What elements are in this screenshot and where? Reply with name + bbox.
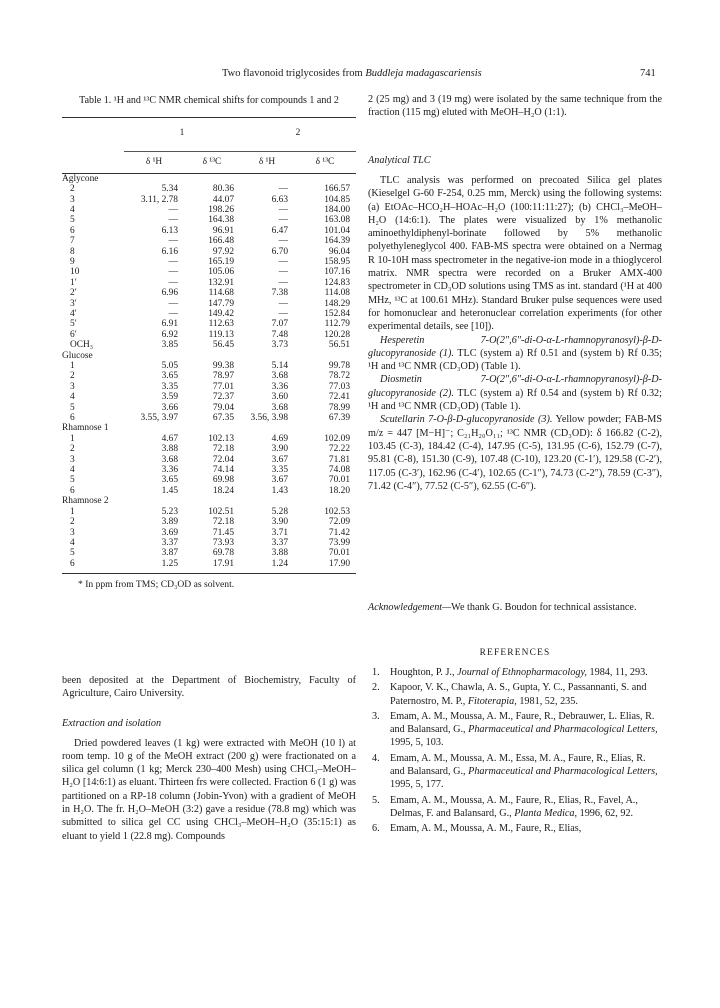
section-heading-tlc: Analytical TLC — [368, 155, 431, 166]
compound-3-data: Yellow powder; FAB-MS m/z = 447 [M−H]⁻; C₂₁H₂₀O₁₁; ¹³C NMR (CD₃OD): δ 166.82 (C-2), 103.45 (C-3), 184.42 (C-4), 147.95 (C-5), 131.95 (C-6), 152.79 (C-7), 95.81 (C-8), 151.30 (C-9), 107.48 (C-10), 123.20 (C-1′), 129.58 (C-2′), 117.05 (C-3′), 162.96 (C-4′), 102.65 (C-1″), 74.73 (C-2″), 78.59 (C-3″), 71.42 (C-4″), 77.52 (C-5″), 62.55 (C-6″). — [368, 414, 662, 492]
table-row-label: 3′ — [70, 298, 77, 309]
table-row — [62, 444, 356, 454]
table-row-label: 2 — [70, 371, 75, 382]
table-cell: 102.51 — [208, 506, 234, 517]
table-cell: 70.01 — [328, 548, 350, 559]
table-row — [62, 340, 356, 350]
table-row-label: 1′ — [70, 277, 77, 288]
reference-number: 4. — [372, 752, 380, 764]
table-cell: — — [278, 298, 288, 309]
table-row — [62, 507, 356, 517]
compound-1-entry — [368, 334, 662, 374]
reference-authors: Kapoor, V. K., Chawla, A. S., Gupta, Y. C., Passannanti, S. and Paternostro, M. P., — [390, 682, 647, 707]
table-cell: 18.24 — [212, 485, 234, 496]
table-cell: 158.95 — [324, 256, 350, 267]
table-cell: 56.51 — [328, 340, 350, 351]
table-cell: 3.68 — [271, 402, 288, 413]
reference-number: 3. — [372, 710, 380, 722]
table-cell: 96.04 — [328, 246, 350, 257]
running-title — [222, 68, 482, 79]
table-row — [62, 247, 356, 257]
references-list — [368, 666, 662, 836]
paragraph: been deposited at the Department of Biochemistry, Faculty of Agriculture, Cairo University. — [62, 675, 356, 700]
table-cell: 72.18 — [212, 517, 234, 528]
table-cell: 6.63 — [271, 194, 288, 205]
compound-2-entry — [368, 373, 662, 413]
table-cell: 70.01 — [328, 475, 350, 486]
table-row-label: 5 — [70, 215, 75, 226]
table-cell: 44.07 — [212, 194, 234, 205]
table-row — [62, 559, 356, 569]
table-row-label: 2 — [70, 444, 75, 455]
table-cell: 166.57 — [324, 184, 350, 195]
column-header: δ ¹³C — [184, 152, 240, 173]
reference-journal: Journal of Ethnopharmacology, — [457, 667, 587, 678]
table-cell: — — [168, 298, 178, 309]
table-caption-lead: Table 1. — [79, 95, 112, 106]
table-cell: 3.88 — [271, 548, 288, 559]
table-row-label: OCH₃ — [70, 340, 94, 351]
table-cell: 3.67 — [271, 475, 288, 486]
compound-header-row — [62, 122, 356, 141]
reference-authors: Emam, A. M., Moussa, A. M., Essa, M. A., Faure, R., Elias, R. and Balansard, G., — [390, 752, 646, 778]
table-cell: 78.99 — [328, 402, 350, 413]
table-cell: 3.55, 3.97 — [140, 413, 178, 424]
table-cell: 1.24 — [271, 558, 288, 569]
reference-journal: Pharmaceutical and Pharmacological Letters, — [468, 724, 658, 736]
table-cell: 6.13 — [161, 225, 178, 236]
table-cell: 112.63 — [208, 319, 234, 330]
table-cell: 99.78 — [328, 361, 350, 372]
table-row-label: 5 — [70, 475, 75, 486]
table-cell: 3.35 — [271, 465, 288, 476]
compound-3-name: Scutellarin 7-O-β-D-glucopyranoside (3). — [380, 414, 553, 426]
references-section — [368, 648, 662, 838]
table-row — [62, 299, 356, 309]
tlc-section — [368, 155, 662, 493]
table-row — [62, 278, 356, 288]
table-cell: 4.67 — [161, 433, 178, 444]
reference-details: 1984, 11, 293. — [589, 667, 648, 678]
acknowledgement-body: We thank G. Boudon for technical assistance. — [451, 602, 637, 613]
table-cell: — — [168, 256, 178, 267]
table-cell: 3.65 — [161, 475, 178, 486]
table-cell: 18.20 — [328, 485, 350, 496]
table-cell: 79.04 — [212, 402, 234, 413]
table-cell: 72.37 — [212, 392, 234, 403]
column-header-row — [62, 152, 356, 173]
table-cell: 6.70 — [271, 246, 288, 257]
table-cell: — — [168, 267, 178, 278]
table-row-label: 4 — [70, 392, 75, 403]
acknowledgement-text — [368, 601, 662, 614]
table-row-label: 4 — [70, 465, 75, 476]
table-cell: 67.39 — [328, 413, 350, 424]
table-row — [62, 475, 356, 485]
table-cell: 3.71 — [271, 527, 288, 538]
nmr-table-block — [62, 95, 356, 590]
table-section-row — [62, 423, 356, 433]
table-cell: 3.88 — [161, 444, 178, 455]
table-cell: 3.90 — [271, 444, 288, 455]
table-cell: 163.08 — [324, 215, 350, 226]
running-title-species: Buddleja madagascariensis — [365, 68, 482, 79]
compound-2-data: TLC (system a) Rf 0.54 and (system b) Rf 0.32; ¹H and ¹³C NMR (CD₃OD) (Table 1). — [368, 387, 662, 413]
table-row — [62, 413, 356, 423]
table-cell: 72.41 — [328, 392, 350, 403]
table-cell: 6.96 — [161, 288, 178, 299]
table-row — [62, 215, 356, 225]
table-row — [62, 257, 356, 267]
left-column-text — [62, 674, 356, 843]
table-cell: 147.79 — [208, 298, 234, 309]
reference-number: 1. — [372, 667, 380, 678]
table-row — [62, 538, 356, 548]
table-cell: 3.90 — [271, 517, 288, 528]
table-cell: 74.08 — [328, 465, 350, 476]
reference-journal: Fitoterapia, — [467, 695, 517, 707]
table-cell: 102.53 — [324, 506, 350, 517]
reference-authors: Emam, A. M., Moussa, A. M., Faure, R., Debrauwer, L. Elias, R. and Balansard, G., — [390, 710, 655, 736]
table-section-title: Glucose — [62, 350, 93, 361]
table-row — [62, 319, 356, 329]
table-cell: 165.19 — [208, 256, 234, 267]
table-cell: 69.98 — [212, 475, 234, 486]
table-row — [62, 465, 356, 475]
table-row-label: 3 — [70, 381, 75, 392]
compound-1-data: TLC (system a) Rf 0.51 and (system b) Rf 0.35; ¹H and ¹³C NMR (CD₃OD) (Table 1). — [368, 347, 662, 373]
table-cell: 114.08 — [324, 288, 350, 299]
table-cell: 99.38 — [212, 361, 234, 372]
right-column-top — [368, 93, 662, 120]
page-header — [0, 68, 720, 82]
table-cell: 124.83 — [324, 277, 350, 288]
table-cell: 17.91 — [212, 558, 234, 569]
table-cell: 5.14 — [271, 361, 288, 372]
table-cell: 164.39 — [324, 236, 350, 247]
table-row-label: 3 — [70, 194, 75, 205]
table-cell: 96.91 — [212, 225, 234, 236]
reference-details: 1995, 5, 103. — [390, 737, 444, 749]
table-row-label: 6′ — [70, 329, 77, 340]
table-cell: — — [168, 204, 178, 215]
compound-2-label: 2 — [295, 128, 301, 138]
table-cell: 3.35 — [161, 381, 178, 392]
table-cell: 3.67 — [271, 454, 288, 465]
table-row — [62, 392, 356, 402]
table-cell: 71.81 — [328, 454, 350, 465]
table-row — [62, 403, 356, 413]
table-cell: 74.14 — [212, 465, 234, 476]
table-row-label: 1 — [70, 361, 75, 372]
table-cell: 56.45 — [212, 340, 234, 351]
table-cell: 3.87 — [161, 548, 178, 559]
table-row — [62, 517, 356, 527]
table-cell: — — [278, 215, 288, 226]
table-row-label: 10 — [70, 267, 80, 278]
table-cell: 3.36 — [271, 381, 288, 392]
table-row — [62, 382, 356, 392]
table-cell: 5.05 — [161, 361, 178, 372]
reference-details: 1995, 5, 177. — [390, 779, 444, 791]
table-row-label: 6 — [70, 413, 75, 424]
table-footnote: * In ppm from TMS; CD₃OD as solvent. — [78, 579, 235, 591]
table-cell: 6.91 — [161, 319, 178, 330]
table-row-label: 1 — [70, 433, 75, 444]
table-cell: — — [168, 308, 178, 319]
table-cell: 72.04 — [212, 454, 234, 465]
table-row — [62, 528, 356, 538]
table-cell: 149.42 — [208, 308, 234, 319]
table-cell: 72.22 — [328, 444, 350, 455]
table-row-label: 5′ — [70, 319, 77, 330]
compound-1-name: Hesperetin 7-O(2″,6″-di-O-α-L-rhamnopyranosyl)-β-D-glucopyranoside (1). — [368, 334, 662, 359]
table-body — [62, 173, 356, 573]
table-cell: 80.36 — [212, 184, 234, 195]
table-cell: 112.79 — [324, 319, 350, 330]
table-row-label: 2 — [70, 517, 75, 528]
table-row-label: 6 — [70, 558, 75, 569]
reference-number: 2. — [372, 682, 380, 694]
reference-number: 6. — [372, 823, 380, 835]
table-cell: 7.38 — [271, 288, 288, 299]
table-row-label: 4′ — [70, 308, 77, 319]
table-row — [62, 486, 356, 496]
table-cell: 77.01 — [212, 381, 234, 392]
running-title-text: Two flavonoid triglycosides from — [222, 68, 363, 79]
table-cell: 1.25 — [161, 558, 178, 569]
table-row-label: 1 — [70, 506, 75, 517]
table-cell: — — [278, 184, 288, 195]
table-cell: 6.16 — [161, 246, 178, 257]
paragraph-tlc: TLC analysis was performed on precoated Silica gel plates (Kieselgel G-60 F-254, 0.25 mm, Merck) using the following systems: (a) EtOAc–HCO₂H–HOAc–H₂O (100:11:11:27); (b) CHCl₃–MeOH–H₂O (14:6:1). The plates were visualized by 1% methanolic aminoethyldiphenyl-borinate followed by 5% methanolic polyethyleneglycol 400. FAB-MS spectra were obtained on a Nermag R 10-10H mass spectrometer in the negative-ion mode in a thioglycerol matrix. NMR spectra were recorded on a Bruker AMX-400 spectrometer in CD₃OD solutions using TMS as int. standard (¹H at 400 MHz, ¹³C at 100.61 MHz). Standard Bruker pulse sequences were used for homonuclear and heteronuclear correlation experiments (for other experimental details, see [10]). — [368, 175, 662, 333]
reference-item — [368, 666, 662, 679]
table-row-label: 4 — [70, 537, 75, 548]
reference-item — [368, 822, 662, 835]
table-cell: 184.00 — [324, 204, 350, 215]
table-row — [62, 434, 356, 444]
reference-authors: Houghton, P. J., — [390, 667, 455, 678]
reference-journal: Pharmaceutical and Pharmacological Letters, — [468, 766, 658, 778]
table-cell: 5.34 — [161, 184, 178, 195]
table-cell: 3.37 — [271, 537, 288, 548]
table-row — [62, 267, 356, 277]
table-section-title: Aglycone — [62, 173, 99, 184]
table-cell: — — [168, 277, 178, 288]
table-cell: 72.09 — [328, 517, 350, 528]
table-row — [62, 288, 356, 298]
table-cell: 78.97 — [212, 371, 234, 382]
table-cell: 3.37 — [161, 537, 178, 548]
table-cell: 132.91 — [208, 277, 234, 288]
compound-2-name: Diosmetin 7-O(2″,6″-di-O-α-L-rhamnopyranosyl)-β-D-glucopyranoside (2). — [368, 374, 662, 399]
table-cell: 3.68 — [161, 454, 178, 465]
table-cell: 1.43 — [271, 485, 288, 496]
table-cell: 102.09 — [324, 433, 350, 444]
table-row — [62, 309, 356, 319]
table-cell: — — [278, 256, 288, 267]
table-cell: 17.90 — [328, 558, 350, 569]
table-row — [62, 330, 356, 340]
section-heading-extraction: Extraction and isolation — [62, 717, 162, 729]
reference-journal: Planta Medica, — [514, 807, 578, 819]
table-row — [62, 195, 356, 205]
table-cell: 5.23 — [161, 506, 178, 517]
table-row-label: 6 — [70, 485, 75, 496]
table-section-row — [62, 173, 356, 184]
table-cell: 97.92 — [212, 246, 234, 257]
table-cell: 71.42 — [328, 527, 350, 538]
nmr-table — [62, 117, 356, 574]
table-cell: 67.35 — [212, 413, 234, 424]
page-number: 741 — [640, 68, 656, 79]
table-caption-text: ¹H and ¹³C NMR chemical shifts for compounds 1 and 2 — [113, 95, 339, 106]
table-cell: 198.26 — [208, 204, 234, 215]
table-row-label: 5 — [70, 402, 75, 413]
reference-item — [368, 681, 662, 708]
compound-1-label: 1 — [179, 128, 185, 138]
table-cell: — — [278, 277, 288, 288]
table-cell: 3.65 — [161, 371, 178, 382]
reference-authors: Emam, A. M., Moussa, A. M., Faure, R., Elias, R., Favel, A., Delmas, F. and Balansard, G., — [390, 794, 638, 819]
column-header: δ ¹H — [124, 152, 184, 173]
table-cell: 119.13 — [208, 329, 234, 340]
references-title: REFERENCES — [479, 648, 551, 658]
table-cell: 166.48 — [208, 236, 234, 247]
table-cell: 3.36 — [161, 465, 178, 476]
table-row — [62, 226, 356, 236]
table-cell: 78.72 — [328, 371, 350, 382]
table-cell: 7.48 — [271, 329, 288, 340]
table-cell: 3.69 — [161, 527, 178, 538]
reference-item — [368, 710, 662, 750]
table-row-label: 4 — [70, 204, 75, 215]
table-cell: 105.06 — [208, 267, 234, 278]
table-cell: — — [278, 267, 288, 278]
table-row-label: 3 — [70, 454, 75, 465]
table-cell: 114.68 — [208, 288, 234, 299]
table-cell: 69.78 — [212, 548, 234, 559]
table-cell: 148.29 — [324, 298, 350, 309]
table-cell: 3.89 — [161, 517, 178, 528]
table-cell: 102.13 — [208, 433, 234, 444]
table-cell: 72.18 — [212, 444, 234, 455]
table-row — [62, 548, 356, 558]
table-cell: 107.16 — [324, 267, 350, 278]
paragraph-extraction: Dried powdered leaves (1 kg) were extracted with MeOH (10 l) at room temp. 10 g of the MeOH extract (200 g) were fractionated on a silica gel column (1 kg; Merck 230–400 Mesh) using CHCl₃–MeOH–H₂O [14:6:1) as eluant. Thirteen frs were collected. Fraction 6 (1 g) was partitioned on a RP-18 column (Jobin-Yvon) with a gradient of MeOH in H₂O. The fr. H₂O–MeOH (3:2) gave a residue (78.8 mg) which was submitted to silica gel CC using CHCl₃–MeOH–H₂O (35:15:1) as eluant to yield 1 (22.8 mg). Compounds — [62, 737, 356, 842]
table-section-title: Rhamnose 2 — [62, 496, 109, 507]
table-row — [62, 184, 356, 194]
reference-details: 1996, 62, 92. — [579, 807, 634, 819]
table-row-label: 2 — [70, 184, 75, 195]
acknowledgement — [368, 601, 662, 614]
table-cell: 5.28 — [271, 506, 288, 517]
table-cell: 152.84 — [324, 308, 350, 319]
table-row — [62, 455, 356, 465]
table-cell: 164.38 — [208, 215, 234, 226]
reference-authors: Emam, A. M., Moussa, A. M., Faure, R., Elias, — [390, 823, 582, 835]
table-row-label: 3 — [70, 527, 75, 538]
column-header: δ ¹H — [240, 152, 294, 173]
table-row — [62, 205, 356, 215]
table-row-label: 2′ — [70, 288, 77, 299]
table-cell: 101.04 — [324, 225, 350, 236]
table-cell: — — [168, 215, 178, 226]
reference-item — [368, 752, 662, 792]
table-caption — [62, 95, 356, 107]
table-cell: 3.59 — [161, 392, 178, 403]
table-cell: 77.03 — [328, 381, 350, 392]
table-cell: 3.68 — [271, 371, 288, 382]
compound-3-entry — [368, 413, 662, 493]
reference-item — [368, 794, 662, 821]
reference-details: 1981, 52, 235. — [519, 695, 578, 707]
table-cell: 3.85 — [161, 340, 178, 351]
paragraph: 2 (25 mg) and 3 (19 mg) were isolated by the same technique from the fraction (115 mg) eluted with MeOH–H₂O (1:1). — [368, 94, 662, 119]
table-cell: 73.99 — [328, 537, 350, 548]
table-cell: — — [278, 204, 288, 215]
table-cell: 7.07 — [271, 319, 288, 330]
table-row-label: 9 — [70, 256, 75, 267]
table-cell: 1.45 — [161, 485, 178, 496]
table-cell: 6.92 — [161, 329, 178, 340]
table-cell: 104.85 — [324, 194, 350, 205]
table-cell: 4.69 — [271, 433, 288, 444]
column-header: δ ¹³C — [294, 152, 356, 173]
table-cell: — — [278, 236, 288, 247]
table-cell: — — [278, 308, 288, 319]
table-row-label: 8 — [70, 246, 75, 257]
acknowledgement-lead: Acknowledgement— — [368, 602, 452, 613]
table-cell: 3.66 — [161, 402, 178, 413]
table-section-row — [62, 351, 356, 361]
table-cell: 73.93 — [212, 537, 234, 548]
table-section-title: Rhamnose 1 — [62, 423, 109, 434]
table-row — [62, 361, 356, 371]
table-section-row — [62, 496, 356, 506]
table-cell: 3.60 — [271, 392, 288, 403]
table-row — [62, 371, 356, 381]
table-row-label: 5 — [70, 548, 75, 559]
table-cell: 3.56, 3.98 — [250, 413, 288, 424]
table-cell: 71.45 — [212, 527, 234, 538]
table-cell: 3.73 — [271, 340, 288, 351]
table-cell: — — [168, 236, 178, 247]
table-cell: 120.28 — [324, 329, 350, 340]
table-cell: 6.47 — [271, 225, 288, 236]
table-row-label: 7 — [70, 236, 75, 247]
table-row-label: 6 — [70, 225, 75, 236]
table-cell: 3.11, 2.78 — [140, 194, 178, 205]
reference-number: 5. — [372, 794, 380, 806]
table-row — [62, 236, 356, 246]
